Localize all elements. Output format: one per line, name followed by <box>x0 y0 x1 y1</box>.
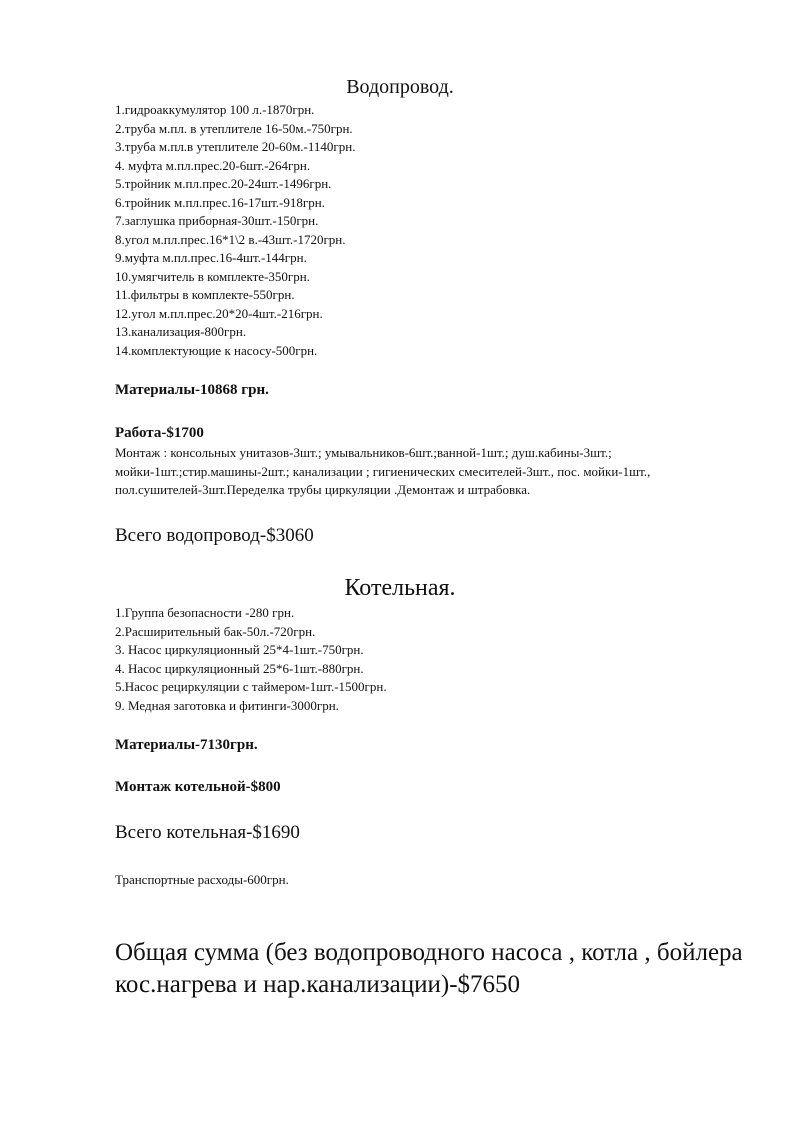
boiler-materials-total: Материалы-7130грн. <box>115 737 258 753</box>
boiler-room-total: Всего котельная-$1690 <box>115 822 300 843</box>
list-item: 9.муфта м.пл.прес.16-4шт.-144грн. <box>115 250 307 265</box>
boiler-installation-cost: Монтаж котельной-$800 <box>115 779 281 795</box>
list-item: 11.фильтры в комплекте-550грн. <box>115 287 295 302</box>
list-item: 14.комплектующие к насосу-500грн. <box>115 342 318 358</box>
list-item: 6.тройник м.пл.прес.16-17шт.-918грн. <box>115 194 325 210</box>
list-item: 5.тройник м.пл.прес.20-24шт.-1496грн. <box>115 176 332 191</box>
water-supply-items-list <box>115 101 355 360</box>
list-item: 4. Насос циркуляционный 25*6-1шт.-880грн. <box>115 660 364 676</box>
list-item: 3.труба м.пл.в утеплителе 20-60м.-1140грн. <box>115 139 356 154</box>
list-item: 13.канализация-800грн. <box>115 324 247 339</box>
boiler-room-heading: Котельная. <box>344 575 456 601</box>
list-item: 2.Расширительный бак-50л.-720грн. <box>115 623 316 639</box>
list-item: 1.Группа безопасности -280 грн. <box>115 605 295 620</box>
water-materials-total: Материалы-10868 грн. <box>115 382 269 398</box>
boiler-room-items-list <box>115 604 387 715</box>
transport-costs: Транспортные расходы-600грн. <box>115 872 289 887</box>
list-item: 12.угол м.пл.прес.20*20-4шт.-216грн. <box>115 305 323 321</box>
water-supply-total: Всего водопровод-$3060 <box>115 525 314 546</box>
list-item: 7.заглушка приборная-30шт.-150грн. <box>115 213 319 228</box>
list-item: 8.угол м.пл.прес.16*1\2 в.-43шт.-1720грн. <box>115 231 346 247</box>
water-supply-heading: Водопровод. <box>346 76 454 98</box>
water-work-cost: Работа-$1700 <box>115 425 204 441</box>
list-item: 5.Насос рециркуляции с таймером-1шт.-1500грн. <box>115 679 387 694</box>
list-item: 2.труба м.пл. в утеплителе 16-50м.-750грн. <box>115 120 353 136</box>
water-work-description: Монтаж : консольных унитазов-3шт.; умывальников-6шт.;ванной-1шт.; душ.кабины-3шт.; мойки-1шт.;стир.машины-2шт.; канализации ; гигиенических смесителей-3шт., пос. мойки-1шт., пол.сушителей-3шт.Переделка трубы циркуляции .Демонтаж и штрабовка. <box>115 445 651 497</box>
grand-total: Общая сумма (без водопроводного насоса , котла , бойлера кос.нагрева и нар.канализации)-$7650 <box>115 939 743 998</box>
list-item: 4. муфта м.пл.прес.20-6шт.-264грн. <box>115 157 311 173</box>
list-item: 1.гидроаккумулятор 100 л.-1870грн. <box>115 102 315 117</box>
list-item: 10.умягчитель в комплекте-350грн. <box>115 268 310 284</box>
list-item: 3. Насос циркуляционный 25*4-1шт.-750грн. <box>115 642 364 657</box>
list-item: 9. Медная заготовка и фитинги-3000грн. <box>115 697 339 713</box>
